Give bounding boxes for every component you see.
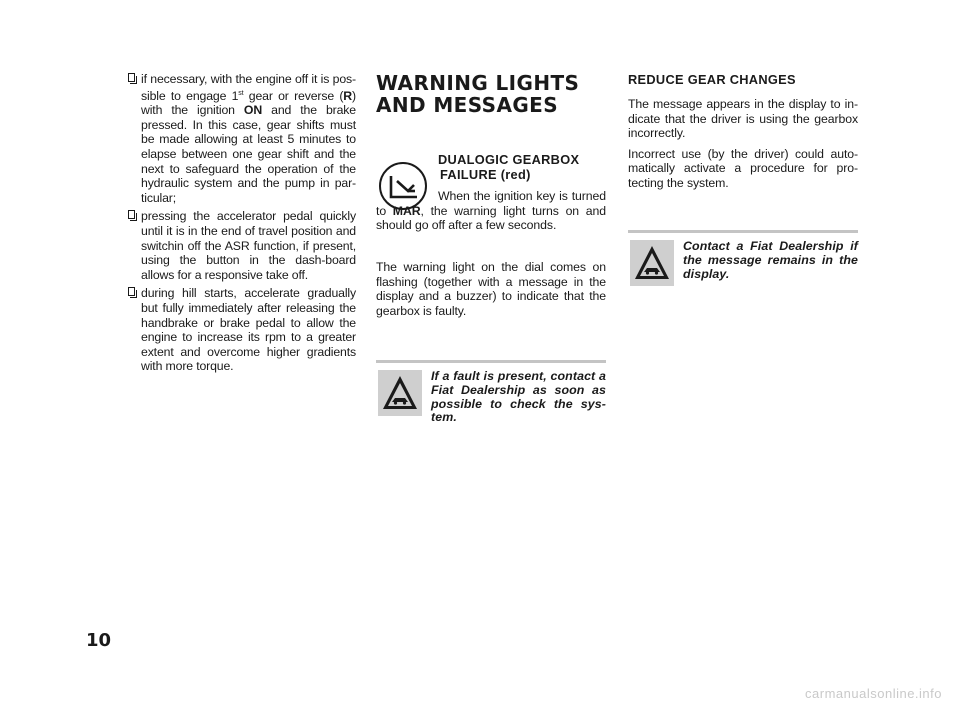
checkbox-bullet-icon (128, 73, 135, 82)
page-number: 10 (86, 630, 112, 651)
para-text-post: , the warning light turns on and should go off after a few seconds. (376, 203, 606, 233)
section-heading-line2: AND MESSAGES (376, 93, 559, 117)
ignition-paragraph (376, 189, 606, 233)
mar-label: MAR (392, 203, 421, 218)
warning-triangle-icon (378, 370, 422, 416)
bullet-text-post: and the brake pressed. In this case, gear shifts must be made allowing at least 5 minutes to elapse between one gear shift and the next to safeguard the operation of the hydraulic system and the pump in par-ticular; (141, 103, 356, 205)
warning-note (628, 230, 858, 281)
list-item (130, 72, 356, 205)
warning-triangle-icon (630, 240, 674, 286)
reduce-gear-changes-heading: REDUCE GEAR CHANGES (628, 72, 796, 87)
warning-note-text: If a fault is present, contact a Fiat Dealership as soon as possible to check the sys-tem. (431, 369, 606, 425)
reverse-gear-letter: R (343, 88, 353, 103)
bullet-text: pressing the accelerator pedal quickly until it is in the end of travel position and switchin off the ASR function, if present, using the button in the dash-board allows for a responsive take off. (141, 209, 356, 282)
ordinal-suffix: st (238, 89, 244, 97)
section-heading-line1: WARNING LIGHTS (376, 71, 580, 95)
list-item (130, 209, 356, 282)
bullet-text-mid2: ) with the ignition (141, 88, 356, 118)
fault-paragraph: The warning light on the dial comes on flashing (together with a message in the display and a buzzer) to indicate that the gearbox is faulty. (376, 260, 606, 318)
checkbox-bullet-icon (128, 287, 135, 296)
warning-note (376, 360, 606, 425)
tips-list (130, 72, 356, 374)
left-column (130, 72, 356, 378)
checkbox-bullet-icon (128, 210, 135, 219)
subheading-line2: FAILURE (red) (440, 167, 531, 182)
incorrect-use-paragraph: Incorrect use (by the driver) could auto-matically activate a procedure for pro-tecting the system. (628, 146, 858, 190)
message-paragraph: The message appears in the display to in-dicate that the driver is using the gearbox incorrectly. (628, 97, 858, 141)
bullet-text-mid1: gear or reverse ( (243, 88, 344, 103)
middle-column (376, 71, 606, 425)
section-heading (376, 72, 606, 116)
watermark: carmanualsonline.info (805, 686, 942, 701)
list-item (130, 286, 356, 374)
gearbox-failure-title (438, 152, 579, 182)
warning-note-text: Contact a Fiat Dealership if the message remains in the display. (683, 239, 858, 281)
bullet-text-pre: if necessary, with the engine off it is pos-sible to engage 1 (141, 72, 356, 103)
para-text-pre: When the ignition key is turned to (376, 189, 606, 218)
bullet-text: during hill starts, accelerate gradually but fully immediately after releasing the handbrake or brake pedal to allow the engine to increase its rpm to a greater extent and overcome higher gradients with more torque. (141, 286, 356, 374)
right-column (628, 72, 858, 281)
ignition-on-label: ON (243, 103, 263, 118)
subheading-line1: DUALOGIC GEARBOX (438, 152, 580, 167)
